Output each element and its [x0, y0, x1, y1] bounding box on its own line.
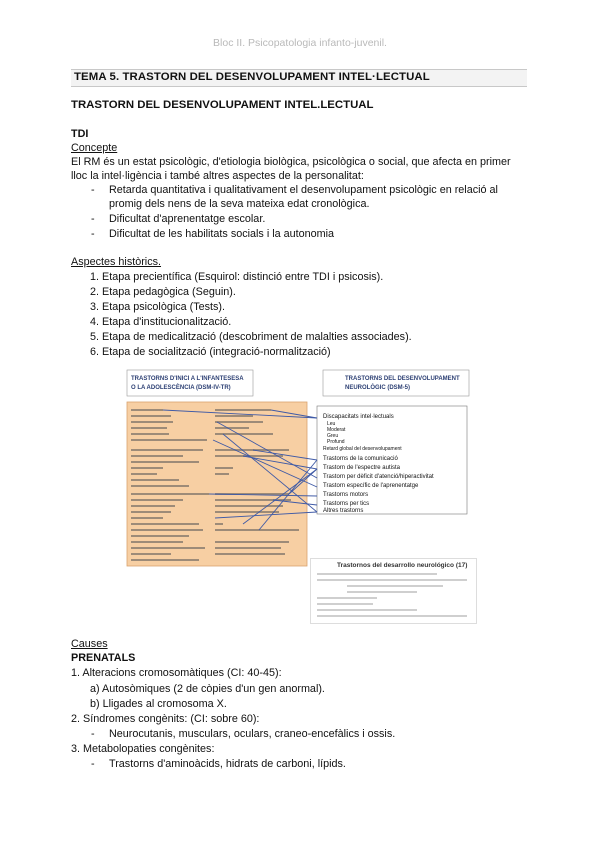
- causes-label: Causes: [71, 638, 108, 650]
- concept-bullet-3: Dificultat de les habilitats socials i la autonomia: [109, 228, 335, 240]
- section-heading: TRASTORN DEL DESENVOLUPAMENT INTEL.LECTUAL: [71, 99, 374, 111]
- concept-para-line-1: El RM és un estat psicològic, d'etiologia biològica, psicològica o social, que afecta en primer: [71, 156, 511, 168]
- history-item-2: 2. Etapa pedagògica (Seguin).: [90, 286, 236, 298]
- cause-2-detail: Neurocutanis, musculars, oculars, craneo-encefàlics i ossis.: [109, 728, 396, 740]
- dsm5-item: Trastorns motors: [323, 492, 369, 498]
- bullet-dash: -: [91, 728, 95, 740]
- dsm5-item: Trastorn per dèficit d'atenció/hiperactivitat: [323, 474, 434, 480]
- left-title-line-1: TRASTORNS D'INICI A L'INFANTESESA: [131, 376, 244, 382]
- concept-para-line-2: lloc la intel·ligència i també altres aspectes de la personalitat:: [71, 170, 364, 182]
- dsm5-item: Trastorns de la comunicació: [323, 456, 398, 462]
- dsm5-item: Leu: [327, 421, 336, 427]
- dsm5-item: Profund: [327, 439, 345, 445]
- tdi-title: TDI: [71, 128, 89, 140]
- dsm5-item: Greu: [327, 433, 339, 439]
- history-label: Aspectes històrics.: [71, 256, 162, 268]
- dsm5-item: Retard global del desenvolupament: [323, 446, 402, 452]
- history-item-4: 4. Etapa d'institucionalització.: [90, 316, 232, 328]
- right-title-line-1: TRASTORNS DEL DESENVOLUPAMENT: [345, 376, 460, 382]
- cause-1: 1. Alteracions cromosomàtiques (CI: 40-45):: [71, 667, 282, 679]
- left-title-line-2: O LA ADOLESCÈNCIA (DSM-IV-TR): [131, 385, 231, 391]
- topic-title: TEMA 5. TRASTORN DEL DESENVOLUPAMENT INTEL·LECTUAL: [74, 71, 430, 83]
- dsm5-item: Trastorn específic de l'aprenentatge: [323, 483, 419, 489]
- concept-bullet-2: Dificultat d'aprenentatge escolar.: [109, 213, 266, 225]
- bullet-dash: -: [91, 228, 95, 240]
- cause-3-detail: Trastorns d'aminoàcids, hidrats de carboni, lípids.: [109, 758, 346, 770]
- dsm5-item: Trastorns per tics: [323, 501, 370, 507]
- right-title-line-2: NEUROLÒGIC (DSM-5): [345, 385, 410, 391]
- cause-2: 2. Síndromes congènits: (CI: sobre 60):: [71, 713, 260, 725]
- bullet-dash: -: [91, 213, 95, 225]
- dsm5-table-excerpt: [310, 558, 477, 624]
- cause-3: 3. Metabolopaties congènites:: [71, 743, 215, 755]
- concept-bullet-1a: Retarda quantitativa i qualitativament el desenvolupament psicològic en relació al: [109, 184, 498, 196]
- topic-band: [71, 69, 527, 87]
- history-item-3: 3. Etapa psicològica (Tests).: [90, 301, 226, 313]
- history-item-5: 5. Etapa de medicalització (descobriment de malalties associades).: [90, 331, 412, 343]
- bullet-dash: -: [91, 758, 95, 770]
- concept-label: Concepte: [71, 142, 118, 154]
- dsm5-item: Discapacitats intel·lectuals: [323, 414, 394, 420]
- dsm5-item: Altres trastorns: [323, 508, 364, 514]
- table-title: Trastornos del desarrollo neurológico (17): [337, 562, 468, 569]
- prenatal-label: PRENATALS: [71, 652, 136, 664]
- dsm5-item: Moderat: [327, 427, 346, 433]
- history-item-1: 1. Etapa precientífica (Esquirol: distinció entre TDI i psicosis).: [90, 271, 384, 283]
- history-item-6: 6. Etapa de socialització (integració-normalització): [90, 346, 331, 358]
- cause-1a: a) Autosòmiques (2 de còpies d'un gen anormal).: [90, 683, 325, 695]
- dsm5-item: Trastorn de l'espectre autista: [323, 465, 400, 471]
- cause-1b: b) Lligades al cromosoma X.: [90, 698, 227, 710]
- concept-bullet-1b: promig dels nens de la seva mateixa edat cronològica.: [109, 198, 370, 210]
- bullet-dash: -: [91, 184, 95, 196]
- running-header: Bloc II. Psicopatologia infanto-juvenil.: [213, 37, 387, 49]
